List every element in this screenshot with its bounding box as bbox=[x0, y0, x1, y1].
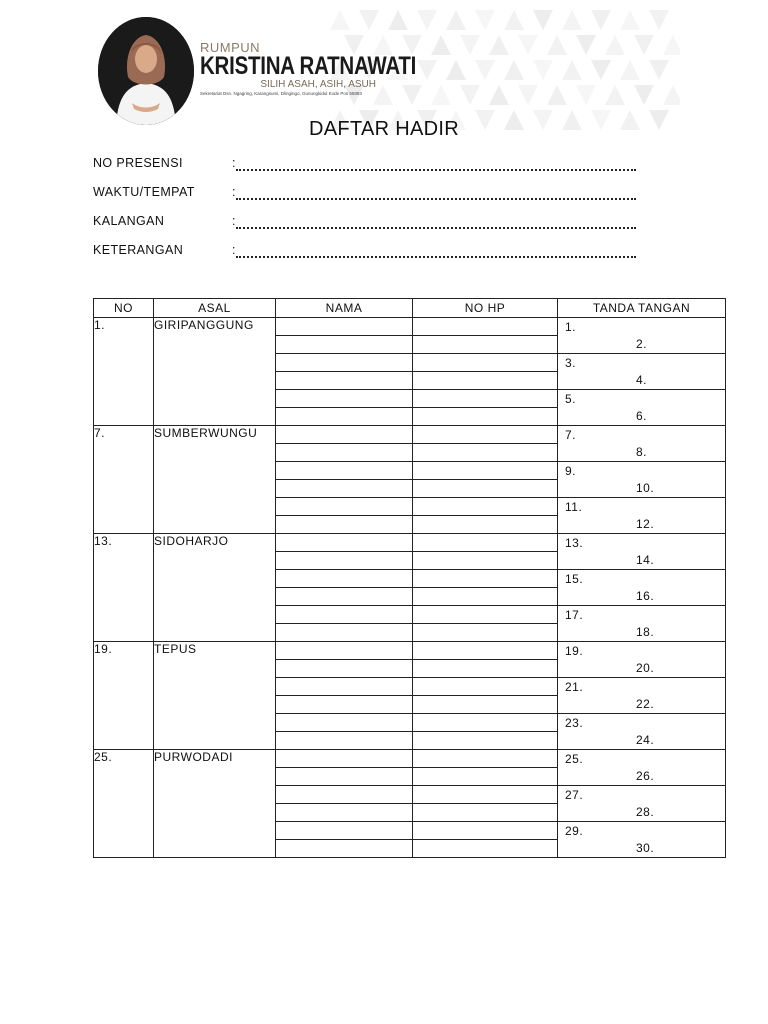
nama-cell[interactable] bbox=[276, 462, 413, 480]
nohp-cell[interactable] bbox=[413, 588, 558, 606]
signature-number-odd: 5. bbox=[565, 392, 577, 406]
signature-cell[interactable] bbox=[558, 642, 726, 678]
form-field-fill-line[interactable] bbox=[236, 165, 636, 171]
pattern-triangle bbox=[388, 10, 408, 30]
nama-cell[interactable] bbox=[276, 714, 413, 732]
signature-number-even: 14. bbox=[636, 553, 655, 567]
nama-cell[interactable] bbox=[276, 660, 413, 678]
nama-cell[interactable] bbox=[276, 444, 413, 462]
candidate-photo bbox=[98, 17, 194, 125]
signature-number-odd: 29. bbox=[565, 824, 584, 838]
form-field-label: WAKTU/TEMPAT bbox=[93, 185, 195, 199]
pattern-triangle bbox=[620, 60, 640, 80]
signature-number-odd: 25. bbox=[565, 752, 584, 766]
nohp-cell[interactable] bbox=[413, 444, 558, 462]
pattern-triangle bbox=[533, 10, 553, 30]
table-row bbox=[94, 426, 726, 444]
nama-cell[interactable] bbox=[276, 426, 413, 444]
nama-cell[interactable] bbox=[276, 768, 413, 786]
form-field-label: KALANGAN bbox=[93, 214, 165, 228]
nohp-cell[interactable] bbox=[413, 462, 558, 480]
nohp-cell[interactable] bbox=[413, 534, 558, 552]
table-row bbox=[94, 642, 726, 660]
form-field-colon: : bbox=[232, 185, 236, 199]
group-number: 7. bbox=[94, 426, 154, 534]
signature-cell[interactable] bbox=[558, 354, 726, 390]
header-nama: NAMA bbox=[276, 299, 413, 318]
nama-cell[interactable] bbox=[276, 534, 413, 552]
signature-cell[interactable] bbox=[558, 822, 726, 858]
pattern-triangle bbox=[576, 85, 596, 105]
nohp-cell[interactable] bbox=[413, 696, 558, 714]
pattern-triangle bbox=[489, 85, 509, 105]
signature-number-even: 22. bbox=[636, 697, 655, 711]
header-tanda-tangan: TANDA TANGAN bbox=[558, 299, 726, 318]
pattern-triangle bbox=[533, 60, 553, 80]
nohp-cell[interactable] bbox=[413, 552, 558, 570]
nohp-cell[interactable] bbox=[413, 714, 558, 732]
pattern-triangle bbox=[663, 35, 680, 55]
nohp-cell[interactable] bbox=[413, 390, 558, 408]
pattern-triangle bbox=[518, 85, 538, 105]
nohp-cell[interactable] bbox=[413, 768, 558, 786]
signature-cell[interactable] bbox=[558, 534, 726, 570]
nama-cell[interactable] bbox=[276, 552, 413, 570]
pattern-triangle bbox=[620, 10, 640, 30]
nohp-cell[interactable] bbox=[413, 624, 558, 642]
nama-cell[interactable] bbox=[276, 750, 413, 768]
nohp-cell[interactable] bbox=[413, 336, 558, 354]
header-nohp: NO HP bbox=[413, 299, 558, 318]
nama-cell[interactable] bbox=[276, 336, 413, 354]
nohp-cell[interactable] bbox=[413, 408, 558, 426]
form-field-label: KETERANGAN bbox=[93, 243, 184, 257]
nohp-cell[interactable] bbox=[413, 750, 558, 768]
signature-cell[interactable] bbox=[558, 570, 726, 606]
group-number: 19. bbox=[94, 642, 154, 750]
group-origin: PURWODADI bbox=[154, 750, 276, 858]
signature-cell[interactable] bbox=[558, 786, 726, 822]
form-field-colon: : bbox=[232, 214, 236, 228]
table-row bbox=[94, 534, 726, 552]
nama-cell[interactable] bbox=[276, 408, 413, 426]
signature-number-even: 20. bbox=[636, 661, 655, 675]
pattern-triangle bbox=[446, 10, 466, 30]
nama-cell[interactable] bbox=[276, 606, 413, 624]
nohp-cell[interactable] bbox=[413, 570, 558, 588]
form-field-colon: : bbox=[232, 156, 236, 170]
nama-cell[interactable] bbox=[276, 786, 413, 804]
group-origin: TEPUS bbox=[154, 642, 276, 750]
nohp-cell[interactable] bbox=[413, 840, 558, 858]
pattern-triangle bbox=[591, 60, 611, 80]
pattern-triangle bbox=[489, 35, 509, 55]
brand-tagline: SILIH ASAH, ASIH, ASUH bbox=[260, 79, 376, 90]
pattern-triangle bbox=[576, 35, 596, 55]
signature-number-odd: 13. bbox=[565, 536, 584, 550]
pattern-triangle bbox=[504, 10, 524, 30]
signature-number-odd: 23. bbox=[565, 716, 584, 730]
signature-number-odd: 17. bbox=[565, 608, 584, 622]
nama-cell[interactable] bbox=[276, 642, 413, 660]
nohp-cell[interactable] bbox=[413, 354, 558, 372]
brand-block bbox=[200, 41, 480, 97]
nama-cell[interactable] bbox=[276, 588, 413, 606]
signature-cell[interactable] bbox=[558, 498, 726, 534]
pattern-triangle bbox=[634, 35, 654, 55]
nama-cell[interactable] bbox=[276, 678, 413, 696]
pattern-triangle bbox=[562, 60, 582, 80]
nohp-cell[interactable] bbox=[413, 498, 558, 516]
signature-number-even: 10. bbox=[636, 481, 655, 495]
nama-cell[interactable] bbox=[276, 624, 413, 642]
signature-number-odd: 9. bbox=[565, 464, 577, 478]
signature-number-even: 18. bbox=[636, 625, 655, 639]
signature-number-even: 30. bbox=[636, 841, 655, 855]
table-header-row bbox=[94, 299, 726, 318]
signature-number-odd: 21. bbox=[565, 680, 584, 694]
signature-number-even: 26. bbox=[636, 769, 655, 783]
nama-cell[interactable] bbox=[276, 732, 413, 750]
group-origin: GIRIPANGGUNG bbox=[154, 318, 276, 426]
signature-number-odd: 19. bbox=[565, 644, 584, 658]
pattern-triangle bbox=[475, 10, 495, 30]
group-number: 1. bbox=[94, 318, 154, 426]
signature-number-odd: 15. bbox=[565, 572, 584, 586]
signature-number-even: 4. bbox=[636, 373, 648, 387]
nohp-cell[interactable] bbox=[413, 480, 558, 498]
document-title: DAFTAR HADIR bbox=[309, 118, 459, 140]
nama-cell[interactable] bbox=[276, 804, 413, 822]
signature-number-even: 8. bbox=[636, 445, 648, 459]
pattern-triangle bbox=[547, 85, 567, 105]
pattern-triangle bbox=[518, 35, 538, 55]
attendance-table bbox=[93, 298, 726, 858]
nama-cell[interactable] bbox=[276, 372, 413, 390]
pattern-triangle bbox=[605, 85, 625, 105]
table-row bbox=[94, 750, 726, 768]
pattern-triangle bbox=[605, 35, 625, 55]
signature-number-odd: 3. bbox=[565, 356, 577, 370]
signature-cell[interactable] bbox=[558, 750, 726, 786]
nohp-cell[interactable] bbox=[413, 516, 558, 534]
signature-number-even: 24. bbox=[636, 733, 655, 747]
signature-cell[interactable] bbox=[558, 390, 726, 426]
signature-cell[interactable] bbox=[558, 606, 726, 642]
pattern-triangle bbox=[663, 85, 680, 105]
pattern-triangle bbox=[591, 10, 611, 30]
brand-prefix: RUMPUN bbox=[200, 40, 261, 55]
signature-number-even: 2. bbox=[636, 337, 648, 351]
nohp-cell[interactable] bbox=[413, 426, 558, 444]
signature-number-odd: 27. bbox=[565, 788, 584, 802]
nohp-cell[interactable] bbox=[413, 372, 558, 390]
pattern-triangle bbox=[417, 10, 437, 30]
signature-number-odd: 1. bbox=[565, 320, 577, 334]
signature-number-even: 6. bbox=[636, 409, 648, 423]
group-origin: SIDOHARJO bbox=[154, 534, 276, 642]
nohp-cell[interactable] bbox=[413, 678, 558, 696]
header-no: NO bbox=[94, 299, 154, 318]
candidate-portrait-image bbox=[98, 17, 194, 125]
nama-cell[interactable] bbox=[276, 498, 413, 516]
pattern-triangle bbox=[649, 60, 669, 80]
group-number: 25. bbox=[94, 750, 154, 858]
signature-number-even: 28. bbox=[636, 805, 655, 819]
nama-cell[interactable] bbox=[276, 390, 413, 408]
pattern-triangle bbox=[634, 85, 654, 105]
pattern-triangle bbox=[504, 60, 524, 80]
signature-cell[interactable] bbox=[558, 462, 726, 498]
signature-number-even: 16. bbox=[636, 589, 655, 603]
form-field-fill-line[interactable] bbox=[236, 252, 636, 258]
nama-cell[interactable] bbox=[276, 318, 413, 336]
nohp-cell[interactable] bbox=[413, 606, 558, 624]
group-origin: SUMBERWUNGU bbox=[154, 426, 276, 534]
pattern-triangle bbox=[547, 35, 567, 55]
signature-cell[interactable] bbox=[558, 678, 726, 714]
nama-cell[interactable] bbox=[276, 822, 413, 840]
signature-number-odd: 7. bbox=[565, 428, 577, 442]
nohp-cell[interactable] bbox=[413, 804, 558, 822]
nohp-cell[interactable] bbox=[413, 660, 558, 678]
nohp-cell[interactable] bbox=[413, 786, 558, 804]
table-row bbox=[94, 318, 726, 336]
pattern-triangle bbox=[562, 10, 582, 30]
pattern-triangle bbox=[330, 10, 350, 30]
nohp-cell[interactable] bbox=[413, 822, 558, 840]
signature-cell[interactable] bbox=[558, 714, 726, 750]
signature-cell[interactable] bbox=[558, 426, 726, 462]
form-field-fill-line[interactable] bbox=[236, 223, 636, 229]
nohp-cell[interactable] bbox=[413, 318, 558, 336]
signature-number-odd: 11. bbox=[565, 500, 583, 514]
nohp-cell[interactable] bbox=[413, 642, 558, 660]
form-field-colon: : bbox=[232, 243, 236, 257]
nama-cell[interactable] bbox=[276, 354, 413, 372]
form-field-label: NO PRESENSI bbox=[93, 156, 183, 170]
nohp-cell[interactable] bbox=[413, 732, 558, 750]
group-number: 13. bbox=[94, 534, 154, 642]
nama-cell[interactable] bbox=[276, 480, 413, 498]
form-field-fill-line[interactable] bbox=[236, 194, 636, 200]
signature-cell[interactable] bbox=[558, 318, 726, 354]
header-asal: ASAL bbox=[154, 299, 276, 318]
brand-address: Sekretariat Dsn. Ngagring, Karangsumi, Dlingingo, Gunungkidul Kode Pos 55883 bbox=[200, 91, 362, 96]
pattern-triangle bbox=[649, 10, 669, 30]
signature-number-even: 12. bbox=[636, 517, 655, 531]
brand-name: KRISTINA RATNAWATI bbox=[200, 52, 417, 80]
nama-cell[interactable] bbox=[276, 840, 413, 858]
pattern-triangle bbox=[359, 10, 379, 30]
nama-cell[interactable] bbox=[276, 516, 413, 534]
nama-cell[interactable] bbox=[276, 570, 413, 588]
nama-cell[interactable] bbox=[276, 696, 413, 714]
